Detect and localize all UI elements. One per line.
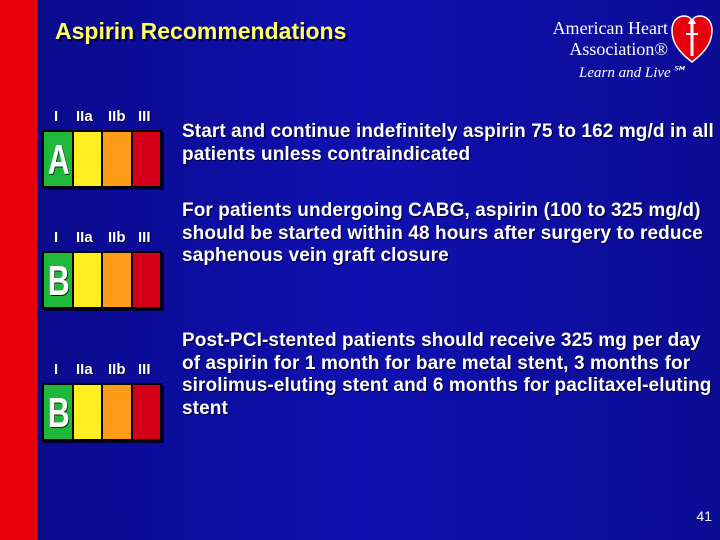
heart-torch-icon [670,10,714,66]
class-iib-box [103,253,133,307]
class-i-box [44,253,74,307]
left-accent-bar [0,0,37,540]
class-iii-box [133,385,161,439]
class-label-iia: IIa [76,229,93,246]
recommendation-text-1: Start and continue indefinitely aspirin 75 to 162 mg/d in all patients unless contraindicated [182,121,714,165]
level-of-evidence: B [47,389,70,436]
class-label-iia: IIa [76,108,93,125]
class-label-iib: IIb [108,108,126,125]
class-label-iii: III [138,108,151,125]
recommendation-text-2: For patients undergoing CABG, aspirin (100 to 325 mg/d) should be started within 48 hours after surgery to reduce saphenous vein graft closure [182,200,703,266]
logo-org-line2: Association® [569,39,668,59]
class-labels [42,108,164,128]
level-of-evidence: B [47,257,70,304]
page-number: 41 [696,508,712,524]
aha-logo [536,8,716,88]
class-label-i: I [54,361,59,378]
class-iia-box [74,132,104,186]
class-label-iib: IIb [108,361,126,378]
class-label-i: I [54,229,59,246]
class-iib-box [103,385,133,439]
recommendation-text-3: Post-PCI-stented patients should receive 325 mg per day of aspirin for 1 month for bare metal stent, 3 months for sirolimus-eluting stent and 6 months for paclitaxel-eluting stent [182,330,712,419]
slide-title: Aspirin Recommendations [55,18,347,44]
class-color-boxes [42,251,162,309]
logo-org-line1: American Heart [552,18,668,38]
class-label-i: I [54,108,59,125]
class-label-iii: III [138,361,151,378]
class-color-boxes [42,383,162,441]
class-iii-box [133,132,161,186]
recommendation-badge-2 [42,229,164,325]
class-iia-box [74,385,104,439]
class-i-box [44,385,74,439]
class-color-boxes [42,130,162,188]
class-label-iii: III [138,229,151,246]
logo-tagline: Learn and Live℠ [579,65,686,81]
class-labels [42,229,164,249]
class-label-iib: IIb [108,229,126,246]
recommendation-badge-1 [42,108,164,204]
class-iii-box [133,253,161,307]
class-i-box [44,132,74,186]
logo-org-name [553,18,668,60]
class-iib-box [103,132,133,186]
class-label-iia: IIa [76,361,93,378]
level-of-evidence: A [47,136,70,183]
class-labels [42,361,164,381]
class-iia-box [74,253,104,307]
recommendation-badge-3 [42,361,164,457]
